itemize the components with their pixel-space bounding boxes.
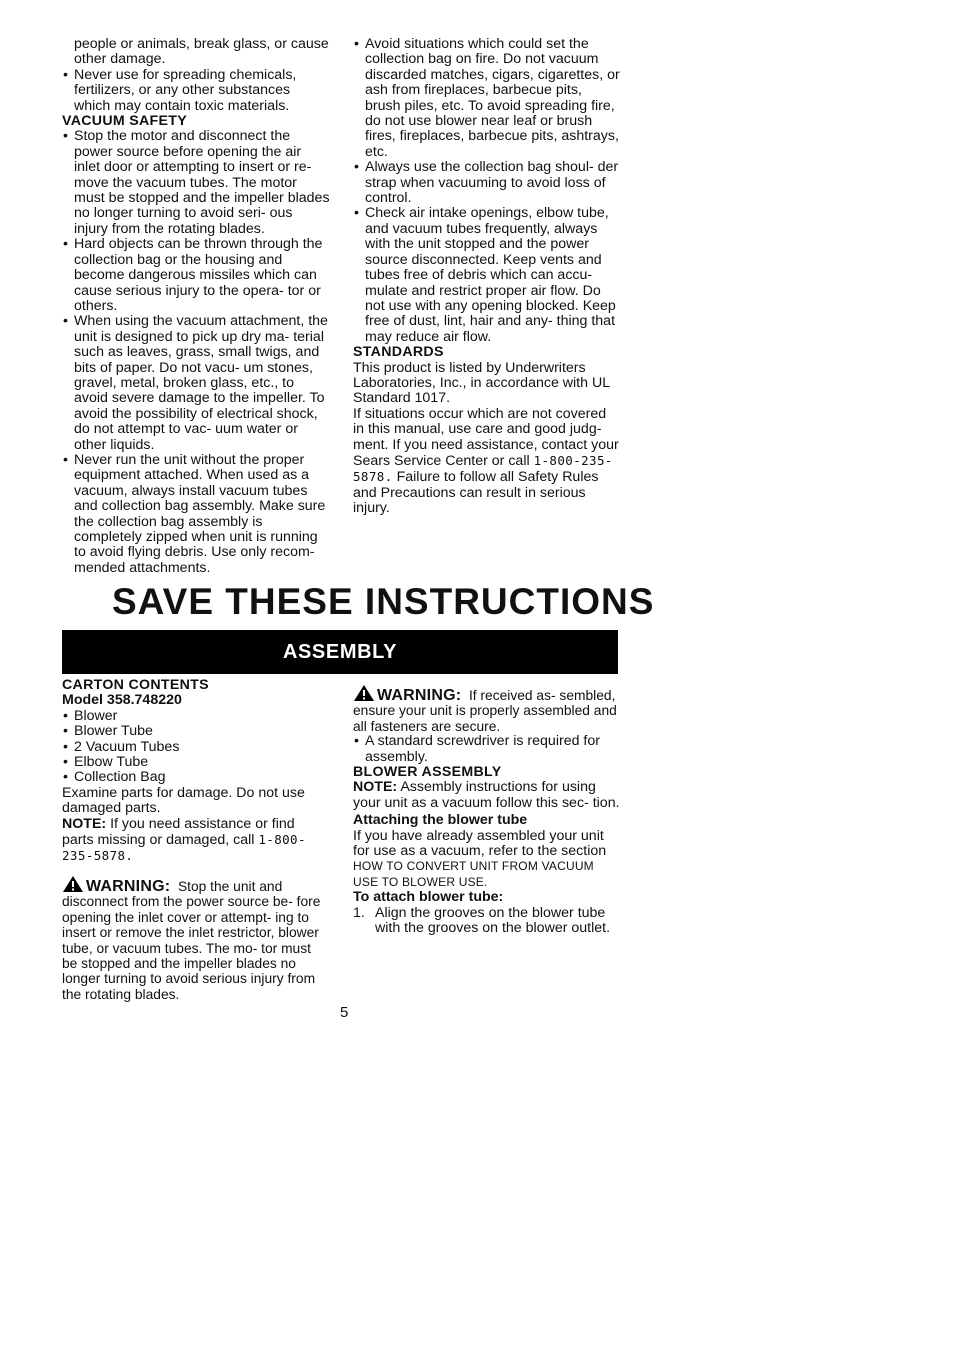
list-item: • Check air intake openings, elbow tube, and vacuum tubes frequently, always with the unit stopped and the power source disconnected. Keep vents and tubes free of debris which can accu- mulate and restrict proper air flow. Do not use with any opening blocked. Keep free of dust, lint, hair and any- thing that may reduce air flow. (353, 206, 621, 345)
carton-items-list (62, 709, 330, 786)
warning-icon (62, 875, 84, 893)
warning-label: WARNING: (377, 687, 462, 704)
page-number: 5 (340, 1004, 349, 1021)
list-item (353, 906, 621, 937)
stop-unit-warning (62, 875, 330, 1002)
assistance-phone: 1-800-235-5878. (62, 832, 306, 864)
tool-requirement-list (353, 734, 621, 765)
list-item: • Blower (62, 709, 330, 724)
to-attach-heading: To attach blower tube: (353, 889, 504, 906)
carton-contents-heading: CARTON CONTENTS (62, 677, 209, 693)
left-column-top (62, 37, 330, 576)
examine-text: Examine parts for damage. Do not use damaged parts. (62, 784, 305, 817)
assistance-note (62, 817, 330, 865)
warning-text: If received as- sembled, ensure your unit is properly assembled and all fasteners are secure. (353, 688, 617, 734)
right-column-top (353, 37, 621, 517)
assembled-warning (353, 684, 621, 734)
situations-text-b: Failure to follow all Safety Rules and Precautions can result in serious injury. (353, 469, 599, 517)
situations-text-a: If situations occur which are not covered in this manual, use care and good judg- ment. If you need assistance, contact your Sears Service Center or call (353, 405, 619, 469)
continued-text: people or animals, break glass, or cause other damage. (74, 36, 329, 68)
list-item: • Avoid situations which could set the collection bag on fire. Do not vacuum discarded matches, cigars, cigarettes, or ash from fireplaces, barbecue pits, brush piles, etc. To avoid spreading fire, do not use blower near leaf or brush fires, fireplaces, barbecue pits, ashtrays, etc. (353, 37, 621, 160)
attaching-heading: Attaching the blower tube (353, 812, 528, 829)
assembly-banner-label: ASSEMBLY (282, 641, 398, 663)
vacuum-note (353, 780, 621, 811)
step-number: 1. (353, 904, 365, 921)
blower-assembly-heading: BLOWER ASSEMBLY (353, 764, 502, 781)
assembly-banner (62, 630, 618, 674)
situations-text (353, 407, 621, 517)
standards-text: This product is listed by Underwriters Laboratories, Inc., in accordance with UL Standard 1017. (353, 359, 610, 407)
list-item: • A standard screwdriver is required for assembly. (353, 734, 621, 765)
vacuum-safety-heading: VACUUM SAFETY (62, 113, 188, 130)
note-text: Assembly instructions for using your unit as a vacuum follow this sec- tion. (353, 779, 620, 811)
warning-text: Stop the unit and disconnect from the power source be- fore opening the inlet cover or attempt- ing to insert or remove the inlet restrictor, blower tube, or vacuum tubes. The mo- tor must be stopped and the impeller blades no longer turning to avoid serious injury from the rotating blades. (62, 878, 321, 1002)
note-text: If you need assistance or find parts missing or damaged, call (62, 815, 295, 849)
attach-steps-list (353, 906, 621, 937)
right-column-bottom (353, 684, 621, 937)
list-item: • Hard objects can be thrown through the collection bag or the housing and become dangerous missiles which can cause serious injury to the opera- tor or others. (62, 237, 330, 314)
general-bullet-list (62, 68, 330, 114)
fire-safety-list (353, 37, 621, 345)
note-label: NOTE: (353, 779, 398, 796)
attaching-text (353, 829, 621, 891)
section-reference: HOW TO CONVERT UNIT FROM VACUUM USE TO BLOWER USE. (353, 859, 594, 889)
list-item: • Elbow Tube (62, 755, 330, 770)
left-column-bottom (62, 678, 330, 1002)
save-instructions-title: SAVE THESE INSTRUCTIONS (112, 581, 655, 622)
warning-label: WARNING: (86, 877, 171, 895)
list-item: • Never run the unit without the proper equipment attached. When used as a vacuum, always install vacuum tubes and collection bag assembly. Make sure the collection bag assembly is completely zipped when unit is running to avoid flying debris. Use only recom- mended attachments. (62, 453, 330, 576)
list-item: • When using the vacuum attachment, the unit is designed to pick up dry ma- terial such as leaves, grass, small twigs, and bits of paper. Do not vacu- um stones, gravel, metal, broken glass, etc., to avoid severe damage to the impeller. To avoid the possibility of electrical shock, do not attempt to vac- uum water or other liquids. (62, 314, 330, 453)
vacuum-safety-list (62, 129, 330, 576)
list-item: • Always use the collection bag shoul- der strap when vacuuming to avoid loss of control. (353, 160, 621, 206)
list-item: • Blower Tube (62, 724, 330, 739)
list-item: • Collection Bag (62, 770, 330, 785)
list-item: • 2 Vacuum Tubes (62, 740, 330, 755)
step-text: Align the grooves on the blower tube with the grooves on the blower outlet. (375, 904, 611, 937)
service-phone: 1-800-235-5878. (353, 452, 613, 485)
list-item: • Never use for spreading chemicals, fertilizers, or any other substances which may contain toxic materials. (62, 68, 330, 114)
list-item: • Stop the motor and disconnect the power source before opening the air inlet door or attempting to insert or re- move the vacuum tubes. The motor must be stopped and the impeller blades no longer turning to avoid seri- ous injury from the rotating blades. (62, 129, 330, 237)
model-number: Model 358.748220 (62, 692, 182, 709)
attaching-body: If you have already assembled your unit for use as a vacuum, refer to the section (353, 827, 607, 860)
warning-icon (353, 684, 375, 702)
note-label: NOTE: (62, 815, 107, 832)
standards-heading: STANDARDS (353, 344, 444, 361)
